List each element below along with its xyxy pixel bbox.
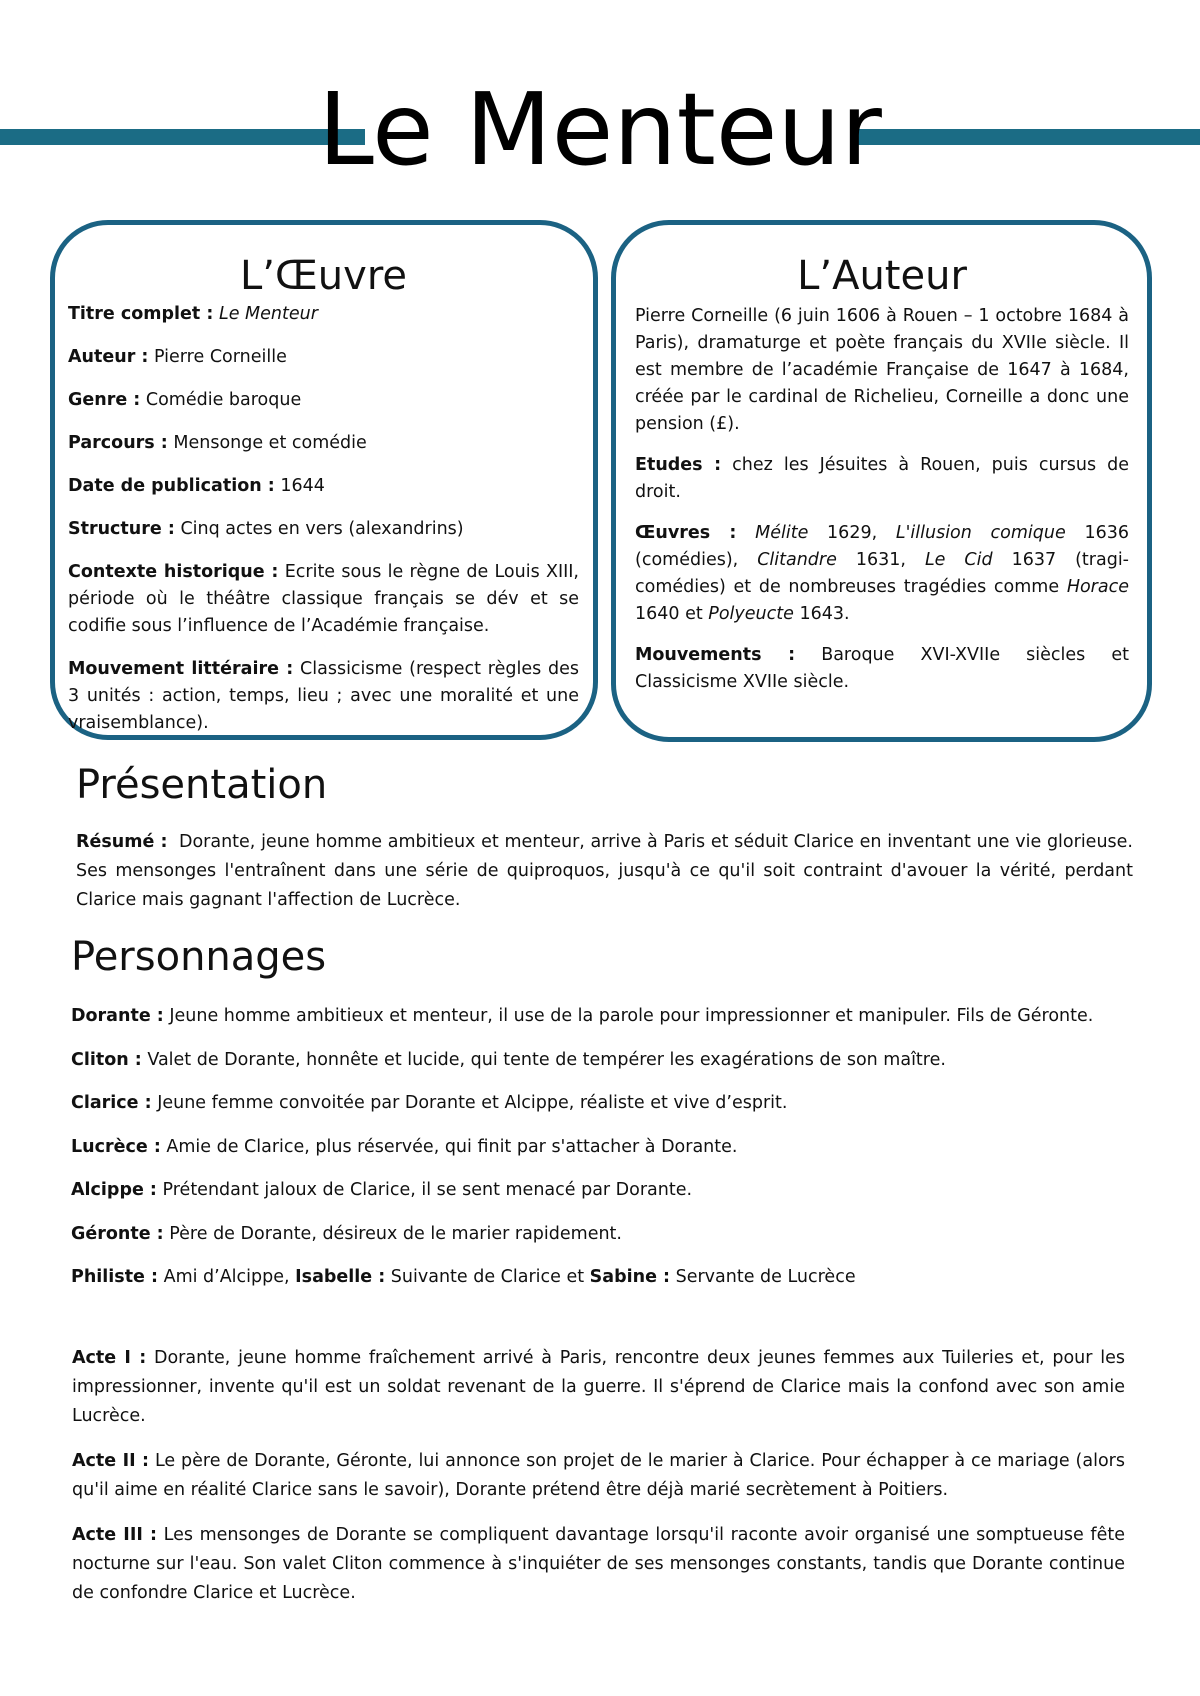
oeuvre-field — [68, 344, 579, 371]
actes-list — [72, 1344, 1125, 1624]
work-title: L'illusion comique — [895, 523, 1066, 543]
character-name: Sabine : — [589, 1267, 671, 1287]
oeuvre-box — [50, 220, 598, 740]
field-value: Ecrite sous le règne de Louis XIII, période où le théâtre classique français se dév et se codifie sous l’influence de l’Académie française. — [68, 562, 579, 636]
character-name: Alcippe : — [71, 1180, 157, 1200]
personnages-heading: Personnages — [71, 934, 327, 980]
character-name: Philiste : — [71, 1267, 159, 1287]
text-run: Servante de Lucrèce — [670, 1267, 856, 1287]
auteur-box — [611, 220, 1152, 742]
text-run: 1643. — [793, 604, 850, 624]
acte-text: Dorante, jeune homme fraîchement arrivé à Paris, rencontre deux jeunes femmes aux Tuileries et, pour les impressionner, invente qu'il est un soldat revenant de la guerre. Il s'éprend de Clarice mais la confond avec son amie Lucrèce. — [72, 1348, 1125, 1426]
character-item — [71, 1002, 1141, 1031]
field-label: Parcours : — [68, 433, 168, 453]
presentation-heading: Présentation — [76, 762, 328, 808]
text-run: Valet de Dorante, honnête et lucide, qui tente de tempérer les exagérations de son maître. — [141, 1049, 946, 1070]
field-label: Auteur : — [68, 347, 149, 367]
field-value: Baroque XVI-XVIIe siècles et Classicisme XVIIe siècle. — [635, 645, 1129, 692]
personnages-list — [71, 1002, 1141, 1307]
oeuvre-field — [68, 387, 579, 414]
oeuvre-field — [68, 516, 579, 543]
character-item — [71, 1263, 1141, 1292]
field-label: Etudes : — [635, 455, 722, 475]
text-run: Jeune femme convoitée par Dorante et Alcippe, réaliste et vive d’esprit. — [151, 1093, 788, 1113]
work-title: Clitandre — [757, 550, 837, 570]
field-label: Date de publication : — [68, 476, 275, 496]
character-item — [71, 1046, 1141, 1075]
field-value: Cinq actes en vers (alexandrins) — [180, 519, 464, 539]
auteur-etudes — [635, 452, 1129, 506]
work-title: Mélite — [755, 523, 809, 543]
field-value: Mensonge et comédie — [173, 433, 367, 453]
oeuvre-field — [68, 473, 579, 500]
text-run: Père de Dorante, désireux de le marier rapidement. — [163, 1223, 622, 1244]
character-item — [71, 1176, 1141, 1205]
character-name: Cliton : — [71, 1049, 142, 1070]
auteur-oeuvres — [635, 520, 1129, 628]
page-title: Le Menteur — [318, 71, 882, 188]
text-run: 1631, — [836, 550, 925, 570]
field-value: 1644 — [280, 476, 325, 496]
text-run: Suivante de Clarice et — [385, 1267, 590, 1287]
oeuvre-fields — [68, 301, 579, 737]
field-label: Mouvement littéraire : — [68, 659, 294, 679]
work-title: Horace — [1066, 577, 1129, 597]
auteur-mouvements — [635, 642, 1129, 696]
field-value: Classicisme (respect règles des 3 unités : action, temps, lieu ; avec une moralité et une vraisemblance). — [68, 659, 579, 733]
resume-paragraph — [76, 828, 1133, 915]
text-run: 1636 (comédies), — [635, 523, 1129, 570]
oeuvre-field — [68, 301, 579, 328]
field-label: Genre : — [68, 390, 141, 410]
text-run: 1640 et — [635, 604, 709, 624]
auteur-heading: L’Auteur — [797, 253, 967, 299]
character-name: Clarice : — [71, 1093, 152, 1113]
acte-item — [72, 1344, 1125, 1431]
field-label: Titre complet : — [68, 304, 214, 324]
acte-text: Les mensonges de Dorante se compliquent davantage lorsqu'il raconte avoir organisé une somptueuse fête nocturne sur l'eau. Son valet Cliton commence à s'inquiéter de ses mensonges constants, tandis que Dorante continue de confondre Clarice et Lucrèce. — [72, 1525, 1125, 1603]
character-name: Dorante : — [71, 1006, 164, 1026]
oeuvre-heading: L’Œuvre — [240, 253, 407, 299]
text-run: 1637 (tragi-comédies) et de nombreuses tragédies comme — [635, 550, 1129, 597]
work-title: Polyeucte — [708, 604, 794, 624]
character-name: Lucrèce : — [71, 1136, 161, 1157]
character-name: Géronte : — [71, 1223, 164, 1244]
text-run: Prétendant jaloux de Clarice, il se sent menacé par Dorante. — [156, 1180, 693, 1200]
field-value: Comédie baroque — [145, 390, 302, 410]
acte-label: Acte III : — [72, 1525, 157, 1545]
resume-label: Résumé : — [76, 832, 168, 852]
text-run: Amie de Clarice, plus réservée, qui finit par s'attacher à Dorante. — [160, 1136, 738, 1157]
text-run: 1629, — [808, 523, 896, 543]
field-label: Structure : — [68, 519, 175, 539]
character-item — [71, 1133, 1141, 1162]
field-value: Le Menteur — [218, 304, 318, 324]
oeuvre-field — [68, 656, 579, 737]
field-label: Œuvres : — [635, 523, 737, 543]
acte-label: Acte I : — [72, 1348, 147, 1368]
character-name: Isabelle : — [295, 1267, 386, 1287]
text-run: Jeune homme ambitieux et menteur, il use de la parole pour impressionner et manipuler. Fils de Géronte. — [163, 1006, 1094, 1026]
character-item — [71, 1089, 1141, 1118]
work-title: Le Cid — [924, 550, 993, 570]
acte-label: Acte II : — [72, 1451, 150, 1471]
field-label: Mouvements : — [635, 645, 796, 665]
acte-text: Le père de Dorante, Géronte, lui annonce son projet de le marier à Clarice. Pour échapper à ce mariage (alors qu'il aime en réalité Clarice sans le savoir), Dorante prétend être déjà marié secrètement à Poitiers. — [72, 1451, 1125, 1500]
auteur-bio: Pierre Corneille (6 juin 1606 à Rouen – 1 octobre 1684 à Paris), dramaturge et poète français du XVIIe siècle. Il est membre de l’académie Française de 1647 à 1684, créée par le cardinal de Richelieu, Corneille a donc une pension (£). — [635, 306, 1129, 434]
character-item — [71, 1220, 1141, 1249]
acte-item — [72, 1521, 1125, 1608]
oeuvre-field — [68, 559, 579, 640]
resume-text: Dorante, jeune homme ambitieux et menteur, arrive à Paris et séduit Clarice en inventant une vie glorieuse. Ses mensonges l'entraînent dans une série de quiproquos, jusqu'à ce qu'il soit contraint d'avouer la vérité, perdant Clarice mais gagnant l'affection de Lucrèce. — [76, 832, 1133, 910]
field-label: Contexte historique : — [68, 562, 279, 582]
field-value: chez les Jésuites à Rouen, puis cursus de droit. — [635, 455, 1129, 502]
oeuvre-field — [68, 430, 579, 457]
field-value: Pierre Corneille — [154, 347, 287, 367]
text-run: Ami d’Alcippe, — [158, 1267, 296, 1287]
acte-item — [72, 1447, 1125, 1505]
